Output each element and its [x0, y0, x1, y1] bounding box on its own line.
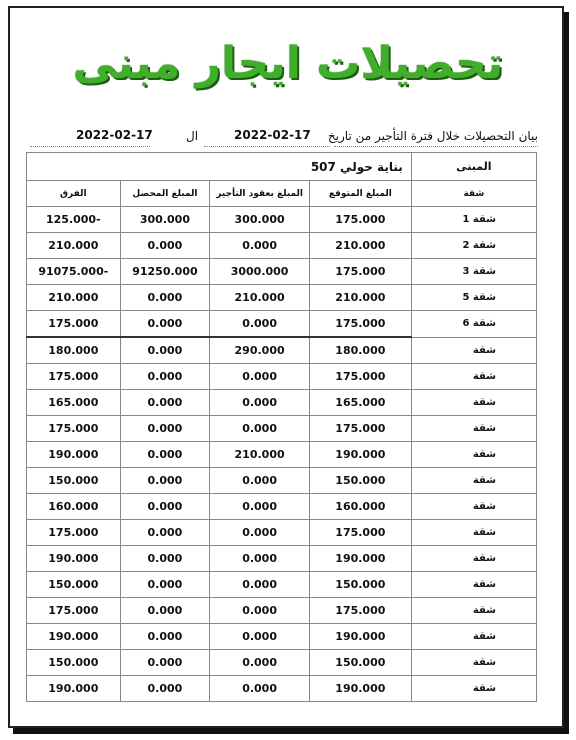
cell-collected: 0.000 [120, 364, 210, 390]
cell-unit: شقة [411, 494, 536, 520]
cell-contract: 3000.000 [210, 259, 310, 285]
cell-difference: 175.000 [27, 416, 121, 442]
cell-contract: 210.000 [210, 285, 310, 311]
table-row [27, 207, 537, 233]
table-row [27, 390, 537, 416]
table-row [27, 364, 537, 390]
cell-contract: 210.000 [210, 442, 310, 468]
cell-difference: 210.000 [27, 285, 121, 311]
table-row [27, 285, 537, 311]
cell-unit: شقة [411, 624, 536, 650]
cell-difference: 150.000 [27, 572, 121, 598]
table-row [27, 572, 537, 598]
cell-collected: 0.000 [120, 494, 210, 520]
cell-unit: شقة [411, 546, 536, 572]
cell-unit: شقة [411, 598, 536, 624]
cell-contract: 0.000 [210, 494, 310, 520]
cell-unit: شقة 2 [411, 233, 536, 259]
cell-contract: 0.000 [210, 598, 310, 624]
cell-unit: شقة [411, 416, 536, 442]
building-name: بناية حولي 507 [27, 153, 412, 181]
cell-collected: 0.000 [120, 285, 210, 311]
building-label: المبنى [411, 153, 536, 181]
table-row [27, 520, 537, 546]
cell-unit: شقة 1 [411, 207, 536, 233]
table-row [27, 442, 537, 468]
cell-collected: 0.000 [120, 337, 210, 364]
cell-difference: 210.000 [27, 233, 121, 259]
cell-expected: 175.000 [309, 364, 411, 390]
cell-difference: 180.000 [27, 337, 121, 364]
cell-unit: شقة 5 [411, 285, 536, 311]
cell-difference: 175.000 [27, 520, 121, 546]
cell-unit: شقة 6 [411, 311, 536, 338]
cell-collected: 91250.000 [120, 259, 210, 285]
table-row [27, 546, 537, 572]
label-underline [334, 146, 538, 147]
cell-unit: شقة [411, 390, 536, 416]
cell-expected: 175.000 [309, 598, 411, 624]
cell-contract: 0.000 [210, 546, 310, 572]
cell-unit: شقة 3 [411, 259, 536, 285]
cell-collected: 0.000 [120, 416, 210, 442]
header-difference: الفرق [27, 181, 121, 207]
cell-collected: 0.000 [120, 598, 210, 624]
cell-expected: 150.000 [309, 468, 411, 494]
cell-unit: شقة [411, 676, 536, 702]
report-title: تحصيلات ايجار مبنى [72, 38, 504, 89]
cell-contract: 0.000 [210, 520, 310, 546]
table-row [27, 311, 537, 338]
cell-expected: 175.000 [309, 416, 411, 442]
cell-unit: شقة [411, 520, 536, 546]
cell-collected: 0.000 [120, 624, 210, 650]
cell-expected: 175.000 [309, 311, 411, 338]
cell-expected: 190.000 [309, 442, 411, 468]
cell-unit: شقة [411, 572, 536, 598]
table-row [27, 337, 537, 364]
table-row [27, 676, 537, 702]
cell-collected: 0.000 [120, 233, 210, 259]
table-row [27, 494, 537, 520]
collections-table [26, 152, 537, 702]
cell-difference: 190.000 [27, 676, 121, 702]
table-row [27, 233, 537, 259]
cell-expected: 190.000 [309, 676, 411, 702]
cell-contract: 0.000 [210, 676, 310, 702]
cell-difference: 175.000 [27, 364, 121, 390]
cell-contract: 0.000 [210, 650, 310, 676]
cell-expected: 175.000 [309, 259, 411, 285]
cell-expected: 180.000 [309, 337, 411, 364]
cell-contract: 290.000 [210, 337, 310, 364]
date-to: 2022-02-17 [76, 128, 153, 142]
cell-contract: 300.000 [210, 207, 310, 233]
table-row [27, 259, 537, 285]
cell-difference: 165.000 [27, 390, 121, 416]
cell-collected: 0.000 [120, 676, 210, 702]
cell-collected: 0.000 [120, 468, 210, 494]
cell-expected: 210.000 [309, 285, 411, 311]
cell-collected: 0.000 [120, 650, 210, 676]
header-contract: المبلغ بعقود التأجير [210, 181, 310, 207]
cell-collected: 0.000 [120, 572, 210, 598]
cell-contract: 0.000 [210, 572, 310, 598]
date-to-underline [30, 146, 150, 147]
cell-expected: 190.000 [309, 546, 411, 572]
cell-expected: 175.000 [309, 207, 411, 233]
cell-collected: 0.000 [120, 442, 210, 468]
period-row [30, 126, 538, 146]
date-from-underline [204, 146, 330, 147]
period-label: بيان التحصيلات خلال فترة التأجير من تاريخ [327, 129, 538, 143]
date-from: 2022-02-17 [234, 128, 311, 142]
cell-contract: 0.000 [210, 311, 310, 338]
cell-difference: 150.000 [27, 650, 121, 676]
header-unit: شقة [411, 181, 536, 207]
cell-expected: 190.000 [309, 624, 411, 650]
cell-collected: 0.000 [120, 520, 210, 546]
table-row [27, 416, 537, 442]
cell-difference: 160.000 [27, 494, 121, 520]
table-row [27, 624, 537, 650]
cell-difference: 175.000 [27, 598, 121, 624]
cell-unit: شقة [411, 468, 536, 494]
table-row [27, 468, 537, 494]
cell-contract: 0.000 [210, 468, 310, 494]
cell-difference: 175.000 [27, 311, 121, 338]
header-row [27, 181, 537, 207]
cell-collected: 0.000 [120, 546, 210, 572]
cell-expected: 150.000 [309, 572, 411, 598]
cell-expected: 165.000 [309, 390, 411, 416]
cell-collected: 0.000 [120, 390, 210, 416]
cell-difference: 190.000 [27, 546, 121, 572]
cell-difference: 91075.000- [27, 259, 121, 285]
cell-collected: 300.000 [120, 207, 210, 233]
to-label: ال [186, 129, 199, 143]
cell-contract: 0.000 [210, 624, 310, 650]
header-expected: المبلغ المتوقع [309, 181, 411, 207]
cell-contract: 0.000 [210, 364, 310, 390]
table-row [27, 598, 537, 624]
cell-expected: 210.000 [309, 233, 411, 259]
cell-unit: شقة [411, 364, 536, 390]
cell-difference: 190.000 [27, 624, 121, 650]
cell-expected: 150.000 [309, 650, 411, 676]
cell-difference: 125.000- [27, 207, 121, 233]
cell-contract: 0.000 [210, 233, 310, 259]
cell-contract: 0.000 [210, 416, 310, 442]
cell-expected: 160.000 [309, 494, 411, 520]
cell-difference: 150.000 [27, 468, 121, 494]
cell-contract: 0.000 [210, 390, 310, 416]
cell-unit: شقة [411, 650, 536, 676]
cell-collected: 0.000 [120, 311, 210, 338]
cell-expected: 175.000 [309, 520, 411, 546]
table-row [27, 650, 537, 676]
cell-unit: شقة [411, 442, 536, 468]
header-collected: المبلغ المحصل [120, 181, 210, 207]
cell-difference: 190.000 [27, 442, 121, 468]
cell-unit: شقة [411, 337, 536, 364]
building-row [27, 153, 537, 181]
